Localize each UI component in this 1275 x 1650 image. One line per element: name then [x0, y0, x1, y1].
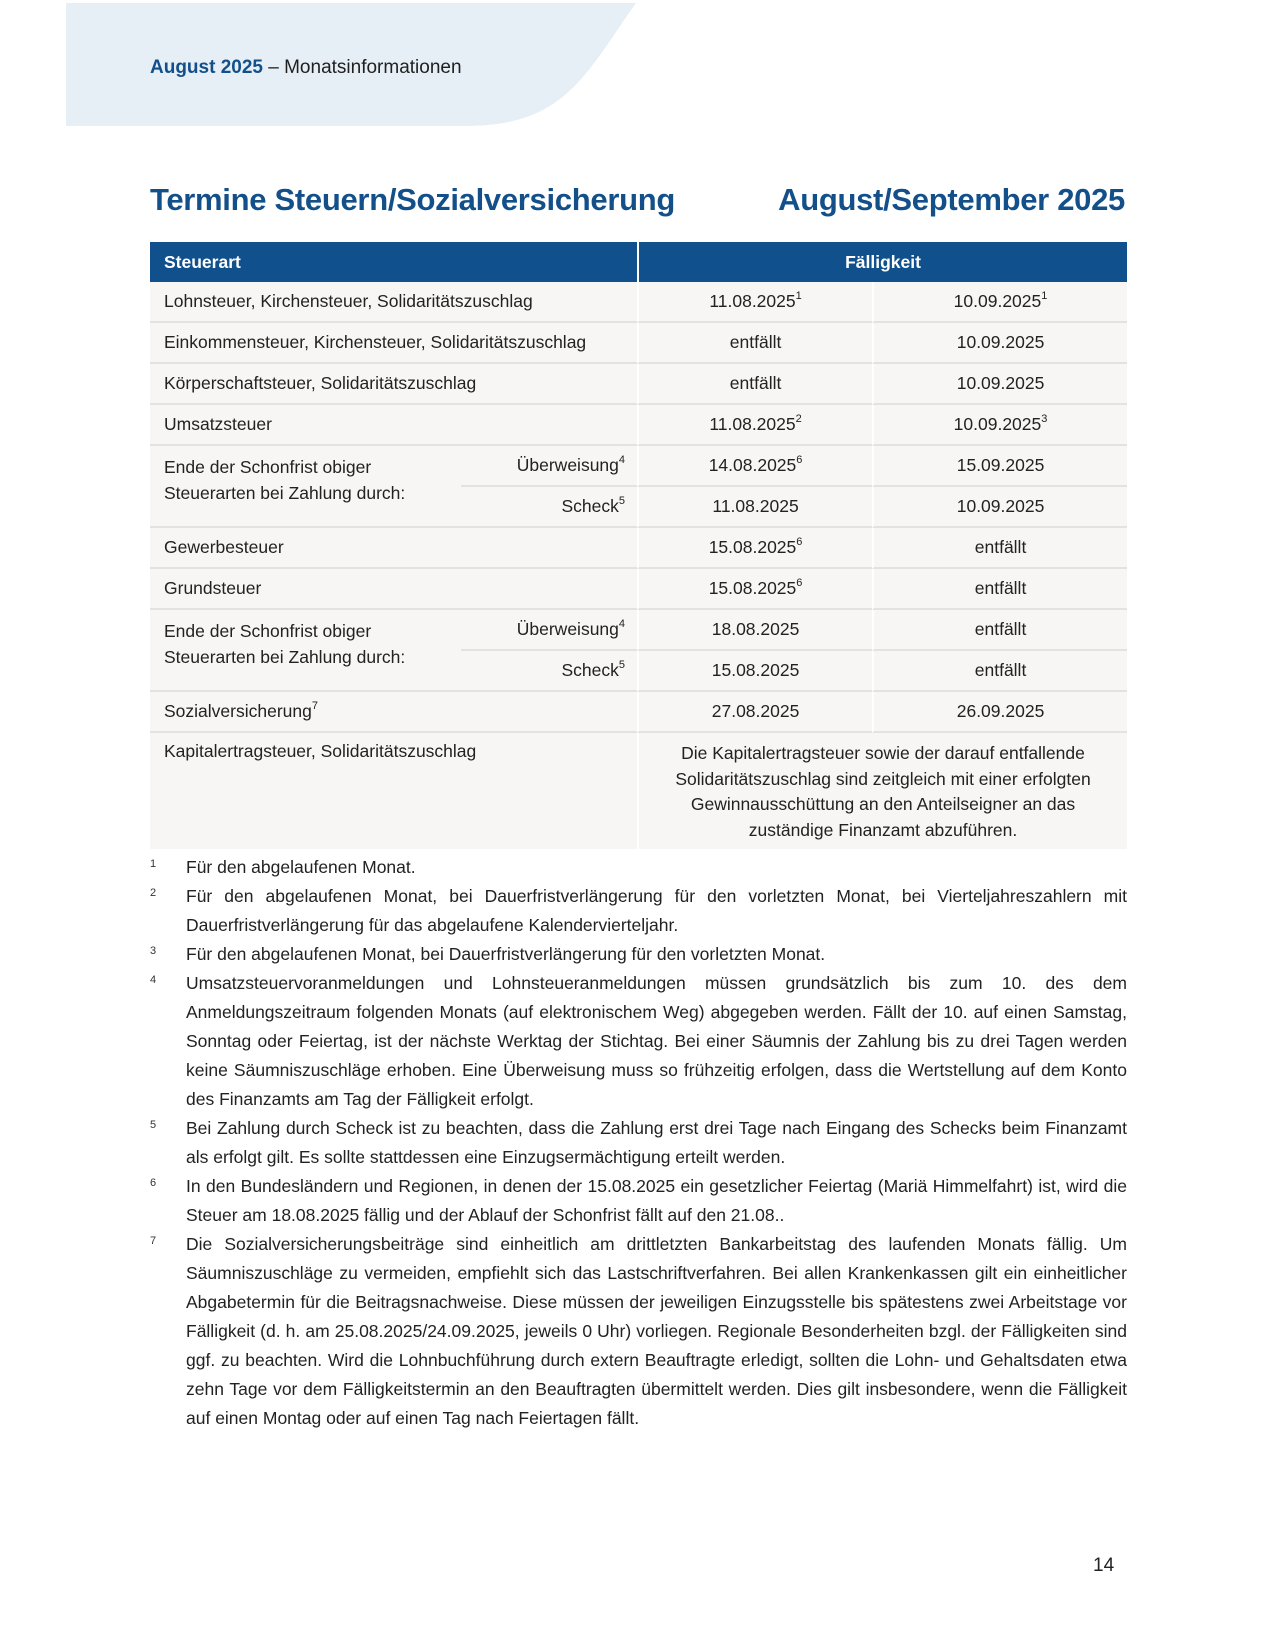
page-title	[150, 182, 1125, 218]
payment-method-transfer: Überweisung$^4$	[461, 446, 637, 487]
payment-method-check: Scheck$^5$	[461, 651, 637, 692]
header-section: Monatsinformationen	[284, 57, 462, 78]
table-row	[150, 323, 1127, 364]
footnote	[150, 940, 1127, 969]
due-august: 15.08.2025$^6$	[637, 528, 872, 569]
table-row	[150, 364, 1127, 405]
row-label: Lohnsteuer, Kirchensteuer, Solidaritätszuschlag	[150, 282, 637, 323]
footnote	[150, 1114, 1127, 1172]
due-august: entfällt	[637, 323, 872, 364]
footnote-number: 4	[150, 974, 157, 986]
footnote	[150, 969, 1127, 1114]
deadlines-table	[150, 242, 1127, 849]
due-september: entfällt	[872, 528, 1127, 569]
table-header-row	[150, 242, 1127, 282]
due-september: 26.09.2025	[872, 692, 1127, 733]
due-september: 10.09.2025	[872, 487, 1127, 528]
payment-method-transfer: Überweisung$^4$	[461, 610, 637, 651]
payment-method-check: Scheck$^5$	[461, 487, 637, 528]
due-september: 10.09.2025$^3$	[872, 405, 1127, 446]
footnote-number: 3	[150, 945, 157, 957]
header-due: Fälligkeit	[637, 242, 1127, 282]
header-month: August 2025	[150, 57, 263, 78]
row-label: Einkommensteuer, Kirchensteuer, Solidaritätszuschlag	[150, 323, 637, 364]
due-august: entfällt	[637, 364, 872, 405]
footnote-number: 7	[150, 1235, 157, 1247]
footnote-text: Für den abgelaufenen Monat, bei Dauerfristverlängerung für den vorletzten Monat, bei Vierteljahreszahlern mit Dauerfristverlängerung für das abgelaufene Kalendervierteljahr.	[186, 886, 1127, 935]
due-august: 11.08.2025$^1$	[637, 282, 872, 323]
header-tax-type: Steuerart	[150, 242, 637, 282]
footnote-text: Bei Zahlung durch Scheck ist zu beachten, dass die Zahlung erst drei Tage nach Eingang des Schecks beim Finanzamt als erfolgt gilt. Es sollte stattdessen eine Einzugsermächtigung erteilt werden.	[186, 1118, 1127, 1167]
footnotes	[150, 853, 1127, 1433]
row-label: Körperschaftsteuer, Solidaritätszuschlag	[150, 364, 637, 405]
due-september: 10.09.2025$^1$	[872, 282, 1127, 323]
due-august: 15.08.2025$^6$	[637, 569, 872, 610]
title-left: Termine Steuern/Sozialversicherung	[150, 182, 676, 217]
due-september: 10.09.2025	[872, 323, 1127, 364]
row-label: Gewerbesteuer	[150, 528, 637, 569]
footnote	[150, 1172, 1127, 1230]
due-september: entfällt	[872, 569, 1127, 610]
footnote	[150, 882, 1127, 940]
footnote-number: 2	[150, 887, 157, 899]
table-row-social-security	[150, 692, 1127, 733]
footnote-number: 5	[150, 1119, 157, 1131]
due-august: 18.08.2025	[637, 610, 872, 651]
table-row	[150, 405, 1127, 446]
row-label: Umsatzsteuer	[150, 405, 637, 446]
footnote-number: 1	[150, 858, 157, 870]
table-row-grace-transfer	[150, 446, 1127, 487]
title-right: August/September 2025	[778, 182, 1125, 217]
due-september: 15.09.2025	[872, 446, 1127, 487]
due-august: 27.08.2025	[637, 692, 872, 733]
row-label: Kapitalertragsteuer, Solidaritätszuschlag	[150, 733, 637, 849]
footnote-text: In den Bundesländern und Regionen, in denen der 15.08.2025 ein gesetzlicher Feiertag (Mariä Himmelfahrt) ist, wird die Steuer am 18.08.2025 fällig und der Ablauf der Schonfrist fällt auf den 21.08..	[186, 1176, 1127, 1225]
grace-label: Ende der Schonfrist obiger Steuerarten bei Zahlung durch:	[150, 610, 461, 692]
page-number: 14	[1093, 1555, 1115, 1576]
due-september: entfällt	[872, 610, 1127, 651]
capital-gains-note: Die Kapitalertragsteuer sowie der darauf entfallende Solidaritätszuschlag sind zeitgleich mit einer erfolgten Gewinnausschüttung an den Anteilseigner an das zuständige Finanzamt abzuführen.	[637, 733, 1127, 849]
footnote-text: Umsatzsteuervoranmeldungen und Lohnsteueranmeldungen müssen grundsätzlich bis zum 10. des dem Anmeldungszeitraum folgenden Monats (auf elektronischem Weg) abgegeben werden. Fällt der 10. auf einen Samstag, Sonntag oder Feiertag, ist der nächste Werktag der Stichtag. Bei einer Säumnis der Zahlung bis zu drei Tagen werden keine Säumniszuschläge erhoben. Eine Überweisung muss so frühzeitig erfolgen, dass die Wertstellung auf dem Konto des Finanzamts am Tag der Fälligkeit erfolgt.	[186, 973, 1127, 1109]
due-august: 14.08.2025$^6$	[637, 446, 872, 487]
grace-label: Ende der Schonfrist obiger Steuerarten bei Zahlung durch:	[150, 446, 461, 528]
table-row-capital-gains	[150, 733, 1127, 849]
table-row	[150, 282, 1127, 323]
footnote-text: Für den abgelaufenen Monat, bei Dauerfristverlängerung für den vorletzten Monat.	[186, 944, 826, 964]
table-row	[150, 528, 1127, 569]
footnote-text: Die Sozialversicherungsbeiträge sind einheitlich am drittletzten Bankarbeitstag des laufenden Monats fällig. Um Säumniszuschläge zu vermeiden, empfiehlt sich das Lastschriftverfahren. Bei allen Krankenkassen gilt ein einheitlicher Abgabetermin für die Beitragsnachweise. Diese müssen der jeweiligen Einzugsstelle bis spätestens zwei Arbeitstage vor Fälligkeit (d. h. am 25.08.2025/24.09.2025, jeweils 0 Uhr) vorliegen. Regionale Besonderheiten bzgl. der Fälligkeiten sind ggf. zu beachten. Wird die Lohnbuchführung durch extern Beauftragte erledigt, sollten die Lohn- und Gehaltsdaten etwa zehn Tage vor dem Fälligkeitstermin an den Beauftragten übermittelt werden. Dies gilt insbesondere, wenn die Fälligkeit auf einen Montag oder auf einen Tag nach Feiertagen fällt.	[186, 1234, 1127, 1428]
footnote	[150, 1230, 1127, 1433]
due-august: 15.08.2025	[637, 651, 872, 692]
footnote-text: Für den abgelaufenen Monat.	[186, 857, 416, 877]
due-august: 11.08.2025	[637, 487, 872, 528]
row-label: Sozialversicherung$^7$	[150, 692, 637, 733]
footnote	[150, 853, 1127, 882]
row-label: Grundsteuer	[150, 569, 637, 610]
header-separator: –	[262, 57, 285, 78]
due-september: 10.09.2025	[872, 364, 1127, 405]
table-row-grace-transfer	[150, 610, 1127, 651]
table-row	[150, 569, 1127, 610]
due-september: entfällt	[872, 651, 1127, 692]
footnote-number: 6	[150, 1177, 157, 1189]
due-august: 11.08.2025$^2$	[637, 405, 872, 446]
running-header	[150, 57, 462, 79]
